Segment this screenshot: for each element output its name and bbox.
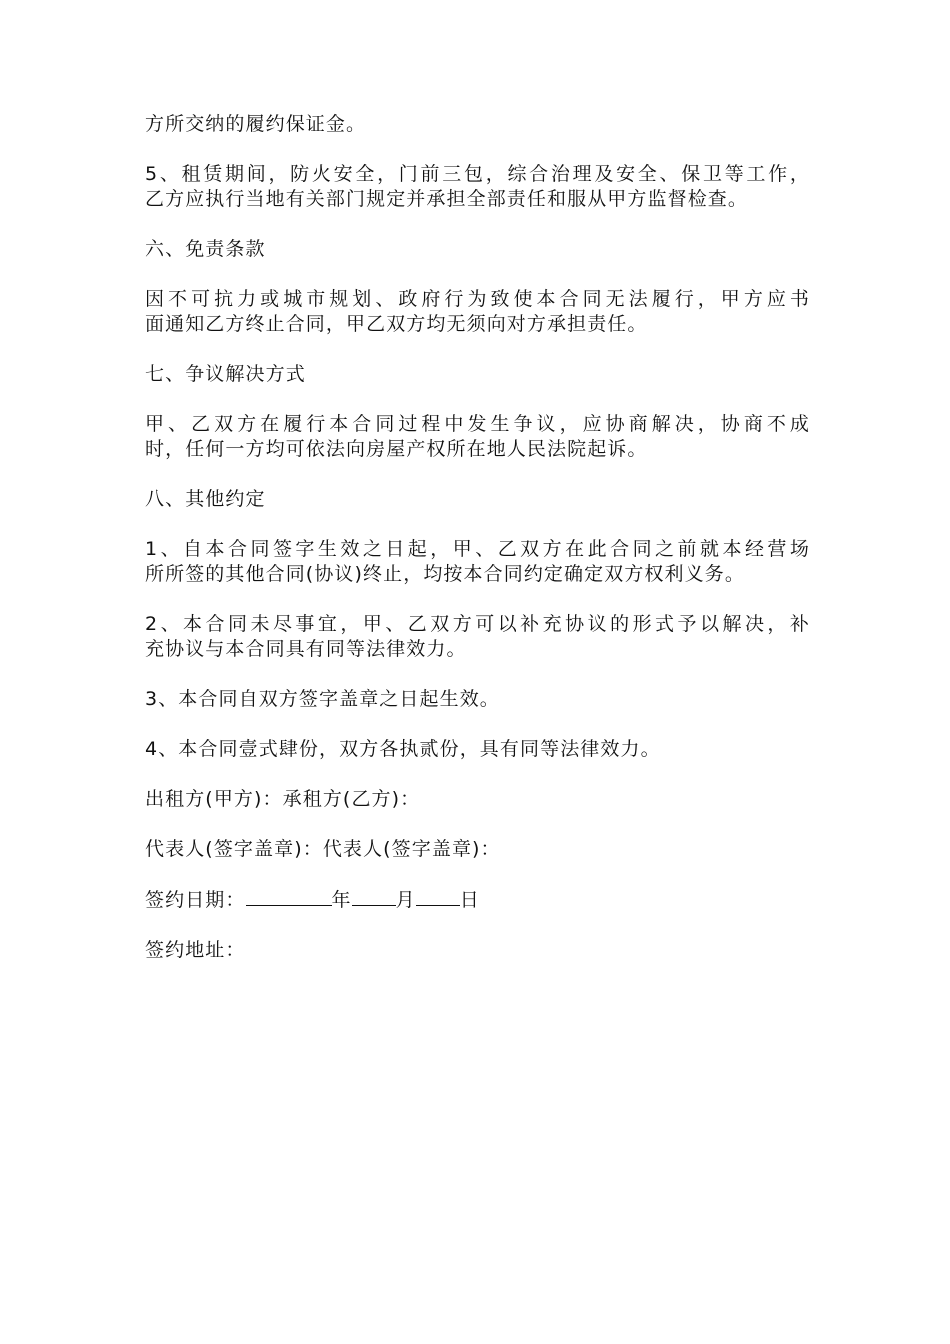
parties-line [145, 787, 810, 812]
signing-place-label: 签约地址： [145, 939, 246, 961]
year-blank[interactable] [246, 887, 332, 906]
section-heading-other [145, 487, 810, 512]
text-line: 出租方(甲方)：承租方(乙方)： [145, 788, 421, 810]
paragraph-other-4 [145, 737, 810, 762]
text-line: 因不可抗力或城市规划、政府行为致使本合同无法履行，甲方应书 [145, 288, 810, 310]
signing-date-line [145, 887, 810, 913]
signing-place-line [145, 938, 810, 963]
text-line: 八、其他约定 [145, 488, 266, 510]
text-line: 5、租赁期间，防火安全，门前三包，综合治理及安全、保卫等工作， [145, 163, 810, 185]
day-blank[interactable] [416, 887, 460, 906]
text-line: 六、免责条款 [145, 238, 266, 260]
month-blank[interactable] [352, 887, 396, 906]
section-heading-dispute [145, 362, 810, 387]
month-label: 月 [395, 889, 416, 911]
text-line: 乙方应执行当地有关部门规定并承担全部责任和服从甲方监督检查。 [145, 188, 749, 210]
text-line: 面通知乙方终止合同，甲乙双方均无须向对方承担责任。 [145, 313, 648, 335]
representatives-line [145, 837, 810, 862]
year-label: 年 [331, 889, 352, 911]
text-line [145, 887, 810, 913]
paragraph-force-majeure [145, 287, 810, 337]
signing-date-label: 签约日期： [145, 889, 246, 911]
paragraph-other-3 [145, 687, 810, 712]
text-line: 充协议与本合同具有同等法律效力。 [145, 638, 467, 660]
text-line: 1、自本合同签字生效之日起，甲、乙双方在此合同之前就本经营场 [145, 538, 810, 560]
paragraph-other-1 [145, 537, 810, 587]
section-heading-exemption [145, 237, 810, 262]
text-line: 4、本合同壹式肆份，双方各执贰份，具有同等法律效力。 [145, 738, 661, 760]
paragraph-clause-5-safety [145, 162, 810, 212]
text-line: 甲、乙双方在履行本合同过程中发生争议，应协商解决，协商不成 [145, 413, 810, 435]
paragraph-other-2 [145, 612, 810, 662]
text-line: 七、争议解决方式 [145, 363, 306, 385]
text-line: 3、本合同自双方签字盖章之日起生效。 [145, 688, 500, 710]
text-line: 2、本合同未尽事宜，甲、乙双方可以补充协议的形式予以解决，补 [145, 613, 810, 635]
text-line: 方所交纳的履约保证金。 [145, 113, 367, 135]
paragraph-deposit-tail [145, 112, 810, 137]
text-line: 代表人(签字盖章)：代表人(签字盖章)： [145, 838, 501, 860]
document-page [145, 112, 810, 988]
text-line: 所所签的其他合同(协议)终止，均按本合同约定确定双方权利义务。 [145, 563, 745, 585]
paragraph-dispute-resolution [145, 412, 810, 462]
text-line: 时，任何一方均可依法向房屋产权所在地人民法院起诉。 [145, 438, 648, 460]
day-label: 日 [459, 889, 480, 911]
